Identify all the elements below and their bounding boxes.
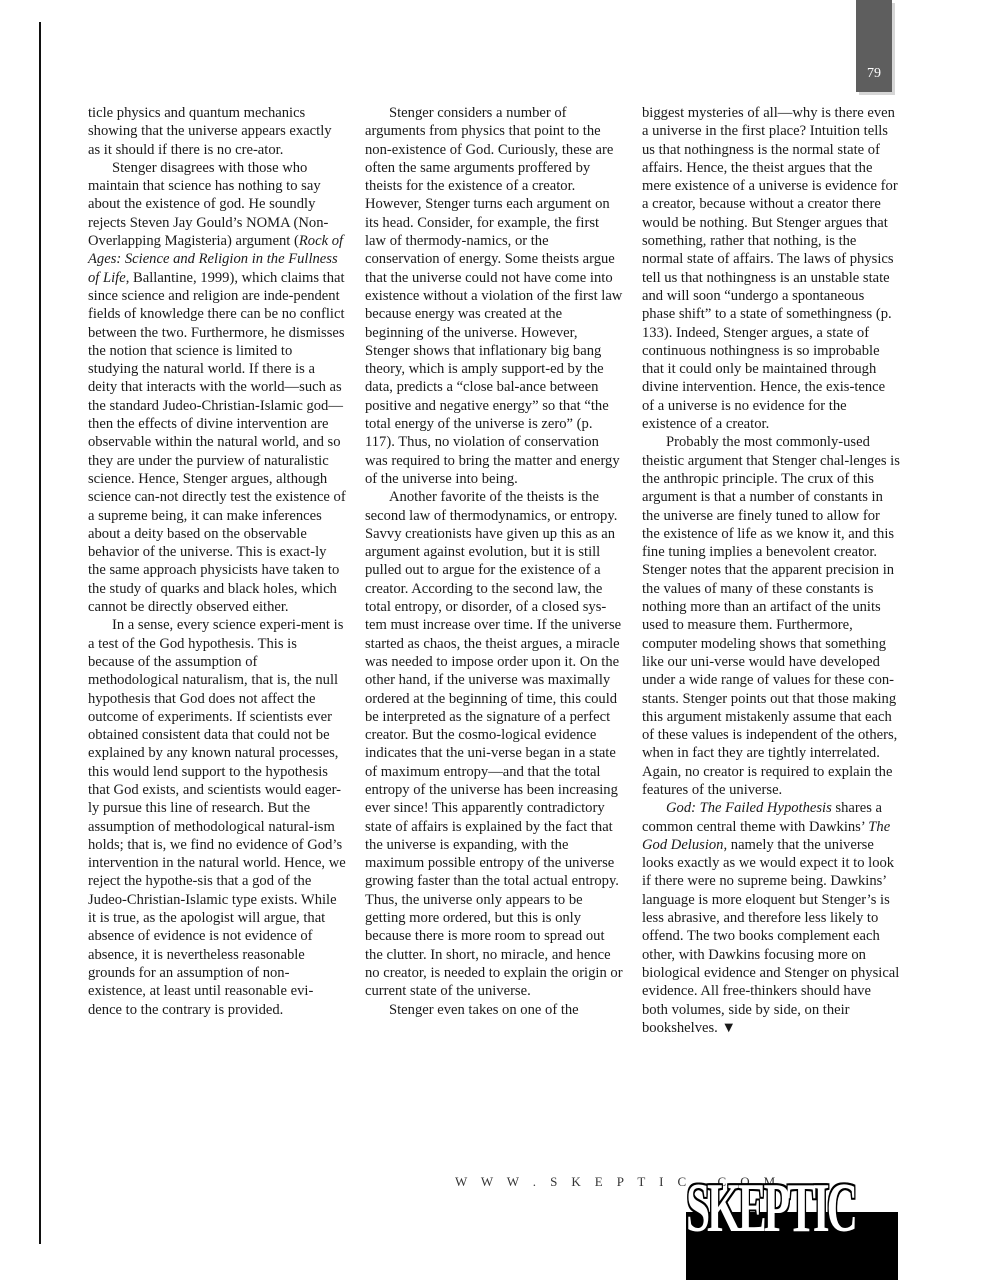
end-mark-icon: ▼	[717, 1019, 736, 1036]
column-1	[88, 104, 346, 1037]
logo-wordmark: SKEPTIC	[686, 1170, 855, 1247]
column-2	[365, 104, 623, 1037]
paragraph: Stenger considers a number of arguments from physics that point to the non-existence of God. Curiously, these are often the same arguments proffered by theists for the existence of a creator. However, Stenger turns each argument on its head. Consider, for example, the first law of thermody-namics, or the conservation of energy. Some theists argue that the universe could not have come into existence without a violation of the first law because energy was created at the beginning of the universe. However, Stenger shows that inflationary big bang theory, which is amply support-ed by the data, predicts a “close bal-ance between positive and negative energy” so that “the total energy of the universe is zero” (p. 117). Thus, no violation of conservation was required to bring the matter and energy of the universe into being.	[365, 105, 623, 487]
paragraph: Probably the most commonly-used theistic argument that Stenger chal-lenges is the anthropic principle. The crux of this argument is that a number of constants in the universe are finely tuned to allow for the existence of life as we know it, and this fine tuning implies a benevolent creator. Stenger notes that the apparent precision in the values of many of these constants is nothing more than an artifact of the units used to measure them. Furthermore, computer modeling shows that something like our uni-verse would have developed under a wide range of values for these con-stants. Stenger points out that those making this argument mistakenly assume that each of these values is independent of the others, when in fact they are tightly interrelated. Again, no creator is required to explain the features of the universe.	[642, 434, 900, 798]
paragraph: In a sense, every science experi-ment is a test of the God hypothesis. This is because of the assumption of methodological naturalism, that is, the null hypothesis that God does not affect the outcome of experiments. If scientists ever obtained consistent data that could not be explained by any known natural processes, this would lend support to the hypothesis that God exists, and scientists would eager-ly pursue this line of research. But the assumption of methodological natural-ism holds; that is, we find no evidence of God’s intervention in the natural world. Hence, we reject the hypothe-sis that a god of the Judeo-Christian-Islamic type exists. While it is true, as the apologist will argue, that absence of evidence is not evidence of absence, it is nevertheless reasonable grounds for an assumption of non-existence, at least until reasonable evi-dence to the contrary is provided.	[88, 617, 346, 1018]
left-margin-rule	[39, 22, 41, 1244]
article-columns	[88, 104, 900, 1037]
paragraph: Another favorite of the theists is the second law of thermodynamics, or entropy. Savvy creationists have given up this as an argument against evolution, but it is still pulled out to argue for the existence of a creator. According to the second law, the total entropy, or disorder, of a closed sys-tem must increase over time. If the universe started as chaos, the theist argues, a miracle was needed to impose order upon it. On the other hand, if the universe was maximally ordered at the beginning of time, this could be interpreted as the signature of a perfect creator. But the cosmo-logical evidence indicates that the uni-verse began in a state of maximum entropy—and that the total entropy of the universe has been increasing ever since! This apparently contradictory state of affairs is explained by the fact that the universe is expanding, with the maximum possible entropy of the universe growing faster than the total actual entropy. Thus, the universe only appears to be getting more ordered, but this is only because there is more room to spread out the clutter. In short, no miracle, and hence no creator, is needed to explain the origin or current state of the universe.	[365, 489, 623, 1000]
paragraph: Stenger even takes on one of the	[389, 1001, 579, 1018]
skeptic-logo	[686, 1170, 898, 1280]
paragraph: biggest mysteries of all—why is there even a universe in the first place? Intuition tells us that nothingness is the normal state of affairs. Hence, the theist argues that the mere existence of a universe is evidence for a creator, because without a creator there would be nothing. But Stenger argues that something, rather that nothing, is the normal state of affairs. The laws of physics tell us that nothingness is an unstable state and will soon “undergo a spontaneous phase shift” to a state of somethingness (p. 133). Indeed, Stenger argues, a state of continuous nothingness is so improbable that it could only be maintained through divine intervention. Hence, the exis-tence of a universe is no evidence for the existence of a creator.	[642, 105, 898, 433]
page-number-tab	[856, 0, 892, 92]
book-title: The God Delusion	[642, 818, 891, 853]
book-title: God: The Failed Hypothesis	[666, 800, 832, 817]
text-span: Stenger disagrees with those who maintain that science has nothing to say about the existence of god. He soundly rejects Steven Jay Gould’s NOMA (Non-Overlapping Magisteria) argument (	[88, 159, 329, 250]
paragraph: ticle physics and quantum mechanics showing that the universe appears exactly as it should if there is no cre-ator.	[88, 105, 332, 158]
text-span: , namely that the universe looks exactly as we would expect it to look if there were no supreme being. Dawkins’ language is more eloquent but Stenger’s is less abrasive, and therefore less likely to offend. The two books complement each other, with Dawkins focusing more on biological evidence and Stenger on physical evidence. All free-thinkers should have both volumes, side by side, on their bookshelves.	[642, 836, 900, 1036]
footer-url: W W W . S K E P T I C . C O M	[455, 1174, 781, 1189]
paragraph	[642, 799, 900, 1037]
column-3	[642, 104, 900, 1037]
paragraph	[88, 159, 346, 616]
text-span: shares a common central theme with Dawkins’	[642, 800, 883, 835]
text-span: , Ballantine, 1999), which claims that since science and religion are inde-pendent fields of knowledge there can be no conflict between the two. Furthermore, he dismisses the notion that science is limited to studying the natural world. If there is a deity that interacts with the world—such as the standard Judeo-Christian-Islamic god—then the effects of divine intervention are observable within the natural world, and so they are under the purview of naturalistic science. Hence, Stenger argues, although science can-not directly test the existence of a supreme being, it can make inferences about a deity based on the observable behavior of the universe. This is exact-ly the same approach physicists have taken to the study of quarks and black holes, which cannot be directly observed either.	[88, 269, 346, 616]
book-title: Rock of Ages: Science and Religion in the Fullness of Life	[88, 233, 344, 286]
page-number: 79	[867, 66, 881, 81]
